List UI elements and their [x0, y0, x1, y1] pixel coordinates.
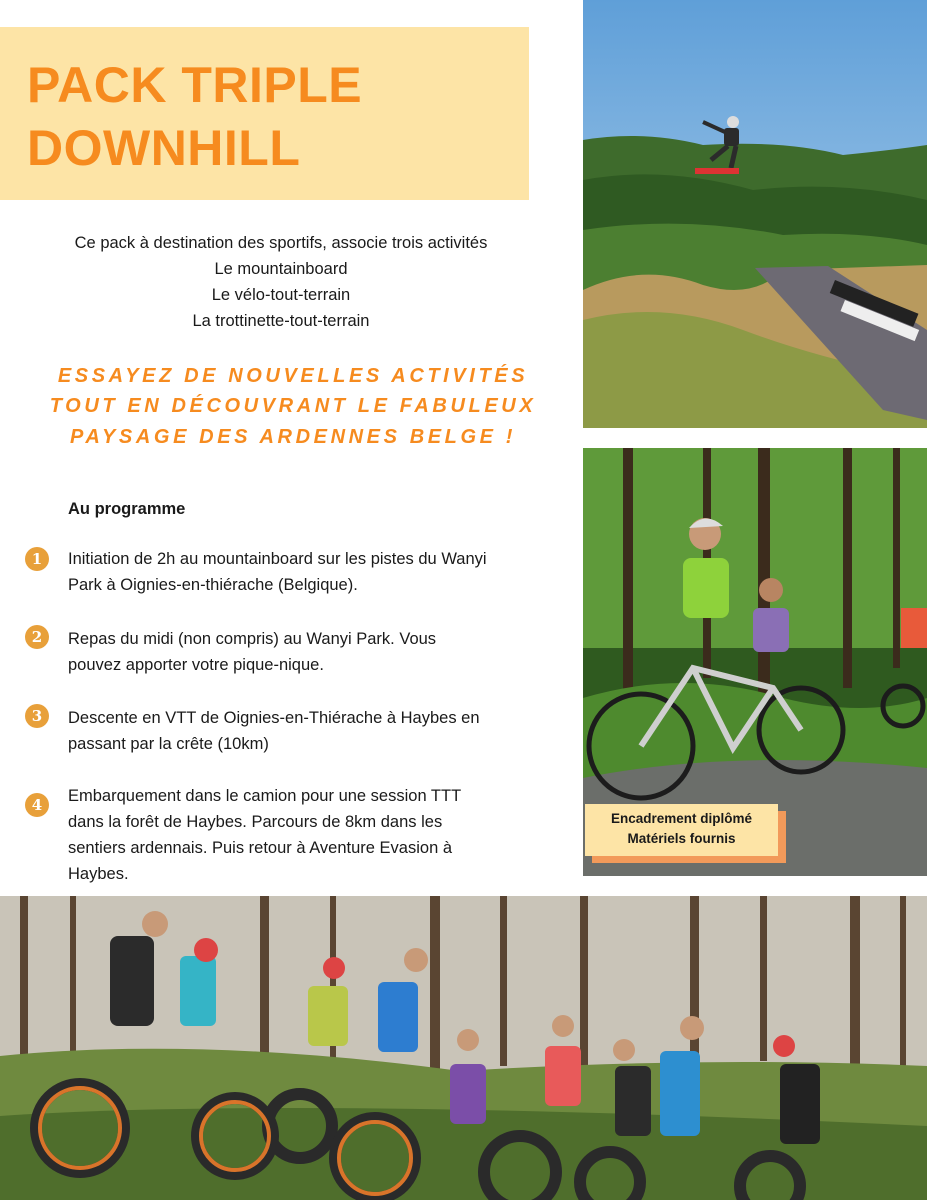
mountainboard-photo [583, 0, 927, 428]
step-text-3: Descente en VTT de Oignies-en-Thiérache à Haybes en passant par la crête (10km) [68, 709, 480, 753]
title-line-2: DOWNHILL [27, 120, 301, 176]
program-title: Au programme [68, 500, 186, 518]
info-badge [585, 804, 778, 856]
slogan-line-3: PAYSAGE DES ARDENNES BELGE ! [69, 426, 517, 448]
intro-line-2: Le mountainboard [214, 260, 348, 278]
step-text-2: Repas du midi (non compris) au Wanyi Park. Vous pouvez apporter votre pique-nique. [68, 630, 437, 674]
intro-line-1: Ce pack à destination des sportifs, associe trois activités [74, 234, 488, 252]
step-number-1: 1 [25, 547, 49, 571]
step-number-3: 3 [25, 704, 49, 728]
title-line-1: PACK TRIPLE [27, 57, 363, 113]
slogan-line-1: ESSAYEZ DE NOUVELLES ACTIVITÉS [57, 365, 529, 387]
intro-line-3: Le vélo-tout-terrain [211, 286, 351, 304]
badge-line-1: Encadrement diplômé [610, 811, 753, 826]
slogan-line-2: TOUT EN DÉCOUVRANT LE FABULEUX [49, 395, 537, 417]
intro-line-4: La trottinette-tout-terrain [192, 312, 370, 330]
title-banner [0, 27, 529, 200]
badge-line-2: Matériels fournis [627, 831, 736, 846]
step-text-1: Initiation de 2h au mountainboard sur les pistes du Wanyi Park à Oignies-en-thiérache (Belgique). [68, 550, 487, 594]
group-ttt-photo [0, 896, 927, 1200]
step-text-4: Embarquement dans le camion pour une session TTT dans la forêt de Haybes. Parcours de 8km dans les sentiers ardennais. Puis retour à Aventure Evasion à Haybes. [68, 787, 462, 883]
step-number-4: 4 [25, 793, 49, 817]
step-number-2: 2 [25, 625, 49, 649]
